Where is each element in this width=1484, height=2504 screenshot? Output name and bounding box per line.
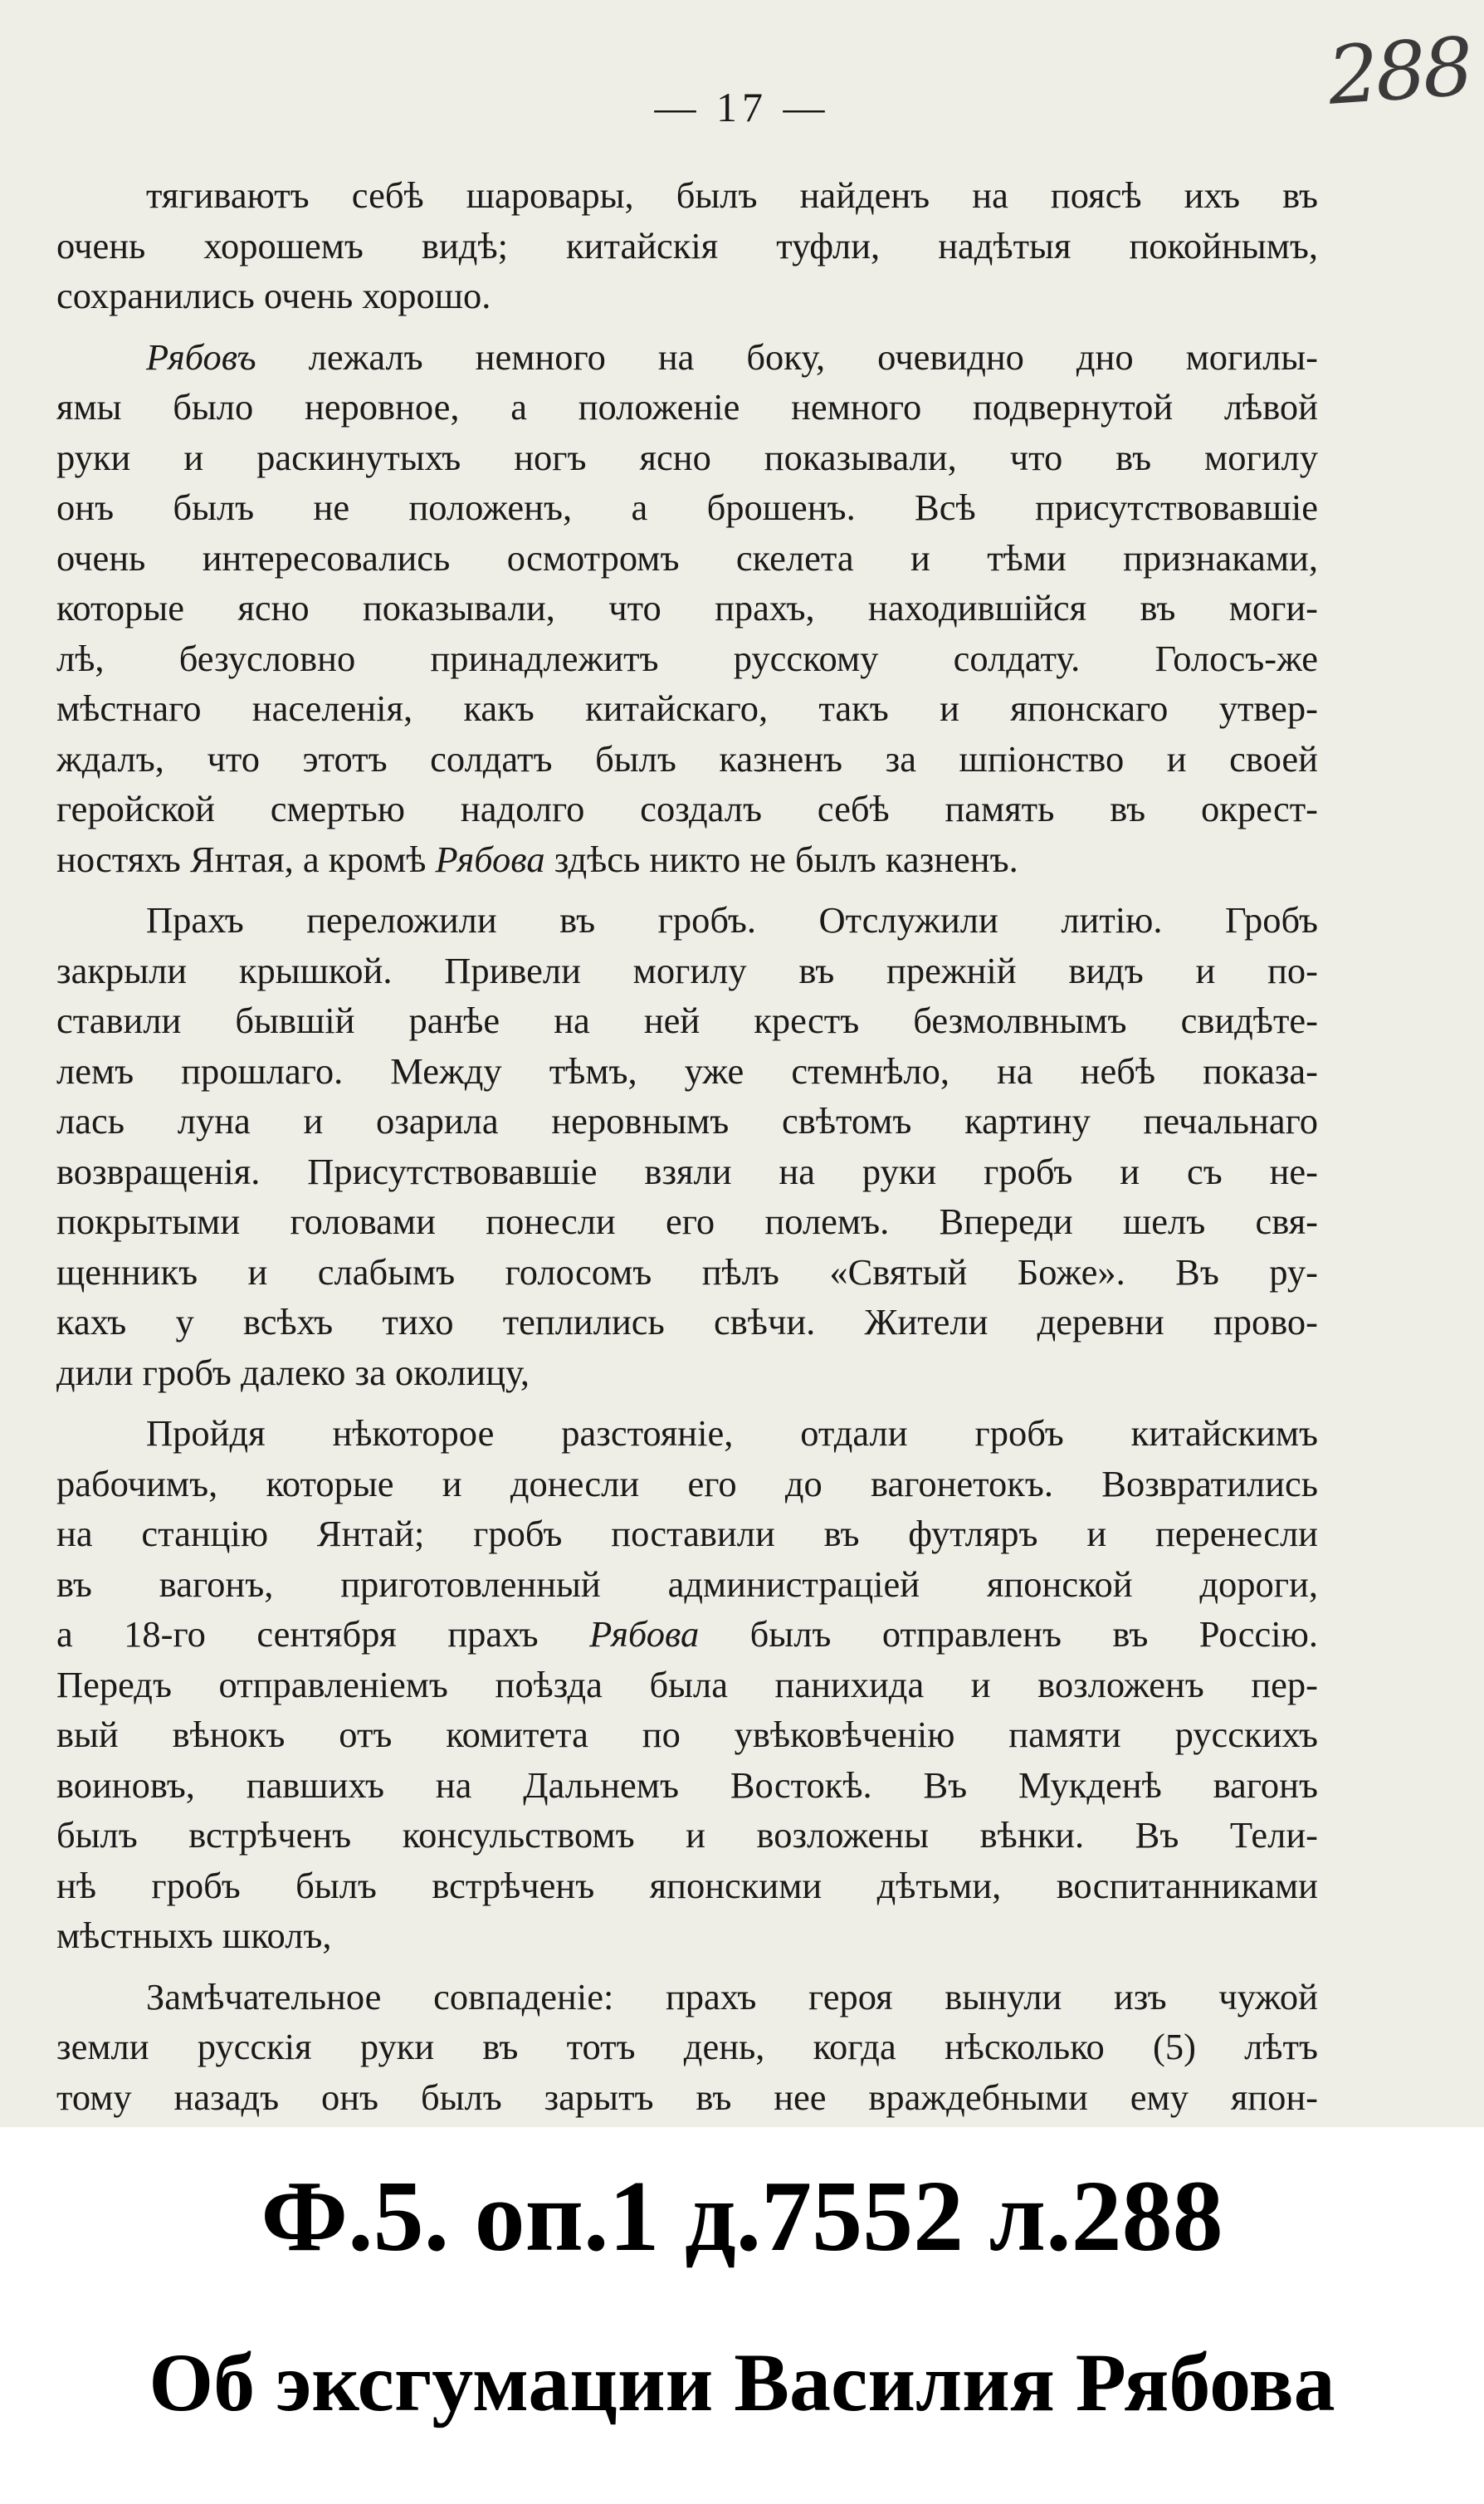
text-line: закрыли крышкой. Привели могилу въ прежній видъ и по- [56,949,1318,991]
text-line: кахъ у всѣхъ тихо теплились свѣчи. Жители деревни прово- [56,1301,1318,1342]
document-title: Об эксгумации Василия Рябова [149,2336,1335,2428]
text-line: геройской смертью надолго создалъ себѣ память въ окрест- [56,788,1318,829]
text-line: ставили бывшій ранѣе на ней крестъ безмолвнымъ свидѣте- [56,1000,1318,1041]
text-line: тягиваютъ себѣ шаровары, былъ найденъ на поясѣ ихъ въ [146,174,1318,216]
text-line: руки и раскинутыхъ ногъ ясно показывали, что въ могилу [56,436,1318,478]
text-line: ностяхъ Янтая, а кромѣ Рябова здѣсь никто не былъ казненъ. [56,838,1018,880]
text-line: Передъ отправленіемъ поѣзда была панихида и возложенъ пер- [56,1663,1318,1705]
text-line: тому назадъ онъ былъ зарытъ въ нее враждебными ему япон- [56,2076,1318,2118]
text-line: лась луна и озарила неровнымъ свѣтомъ картину печальнаго [56,1100,1318,1142]
text-line: онъ былъ не положенъ, а брошенъ. Всѣ присутствовавшіе [56,487,1318,528]
text-line: былъ встрѣченъ консульствомъ и возложены вѣнки. Въ Тели- [56,1814,1318,1856]
text-line: щенникъ и слабымъ голосомъ пѣлъ «Святый Боже». Въ ру- [56,1250,1318,1293]
text-line: а 18-го сентября прахъ Рябова былъ отправленъ въ Россію. [56,1613,1318,1655]
text-line: рабочимъ, которые и донесли его до вагонетокъ. Возвратились [56,1462,1318,1504]
text-line: дили гробъ далеко за околицу, [56,1351,530,1393]
paragraph [56,332,1318,885]
text-line: покрытыми головами понесли его полемъ. Впереди шелъ свя- [56,1201,1318,1242]
text-line: лѣ, безусловно принадлежитъ русскому солдату. Голосъ-же [56,637,1318,679]
text-line: въ вагонъ, приготовленный администраціей японской дороги, [56,1563,1318,1605]
text-line: Пройдя нѣкоторое разстояніе, отдали гробъ китайскимъ [146,1412,1318,1454]
text-line: на станцію Янтай; гробъ поставили въ футляръ и перенесли [56,1513,1318,1554]
text-line: которые ясно показывали, что прахъ, находившійся въ моги- [56,587,1318,628]
text-line: возвращенія. Присутствовавшіе взяли на руки гробъ и съ не- [56,1150,1318,1192]
text-line: Рябовъ лежалъ немного на боку, очевидно дно могилы- [146,335,1318,378]
text-line: ямы было неровное, а положеніе немного подвернутой лѣвой [56,386,1318,428]
text-line: Замѣчательное совпаденіе: прахъ героя вынули изъ чужой [146,1975,1318,2017]
text-line: земли русскія руки въ тотъ день, когда нѣсколько (5) лѣтъ [56,2026,1318,2067]
body-text [56,170,1318,2127]
paragraph [56,170,1318,321]
page-number-header: — 17 — [654,84,830,130]
handwritten-archive-number: 288 [1325,20,1473,123]
text-line: мѣстнаго населенія, какъ китайскаго, такъ и японскаго утвер- [56,687,1318,729]
paragraph [56,895,1318,1397]
text-line: лемъ прошлаго. Между тѣмъ, уже стемнѣло, на небѣ показа- [56,1049,1318,1092]
text-line: сохранились очень хорошо. [56,275,491,316]
text-line: нѣ гробъ былъ встрѣченъ японскими дѣтьми, воспитанниками [56,1864,1318,1906]
text-line: Прахъ переложили въ гробъ. Отслужили литію. Гробъ [146,899,1318,941]
paragraph [56,1972,1318,2128]
text-line: воиновъ, павшихъ на Дальнемъ Востокѣ. Въ Мукденѣ вагонъ [56,1763,1318,1806]
paragraph [56,1408,1318,1961]
text-line: очень интересовались осмотромъ скелета и тѣми признаками, [56,536,1318,579]
text-line: мѣстныхъ школъ, [56,1915,332,1956]
text-line: вый вѣнокъ отъ комитета по увѣковѣченію памяти русскихъ [56,1714,1318,1755]
text-line: очень хорошемъ видѣ; китайскія туфли, надѣтыя покойнымъ, [56,224,1318,267]
text-line: ждалъ, что этотъ солдатъ былъ казненъ за шпіонство и своей [56,737,1318,780]
archive-reference: Ф.5. оп.1 д.7552 л.288 [261,2160,1223,2272]
